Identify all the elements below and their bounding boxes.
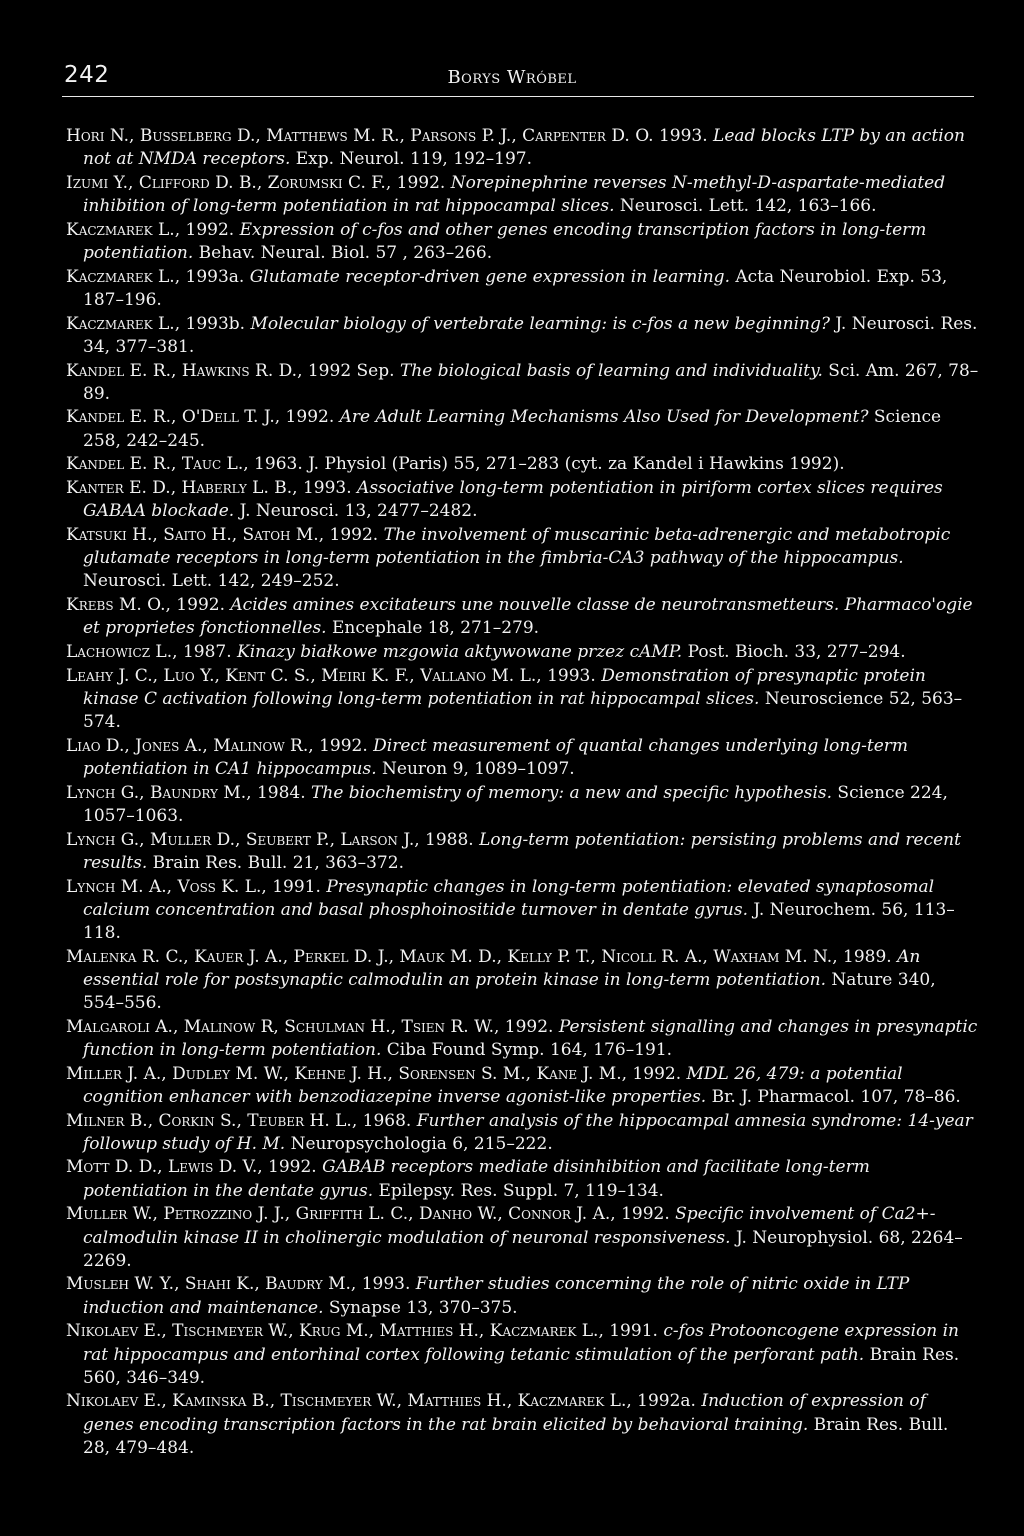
reference-authors: Nikolaev E., Kaminska B., Tischmeyer W., Matthies H., Kaczmarek L. <box>66 1391 627 1412</box>
reference-title: Kinazy białkowe mzgowia aktywowane przez cAMP. <box>237 641 683 662</box>
reference-year: , 1987. <box>172 641 238 662</box>
reference-year: , 1992. <box>165 595 231 616</box>
reference-entry <box>66 876 980 946</box>
reference-authors: Krebs M. O. <box>66 595 166 616</box>
reference-title: Norepinephrine reverses N-methyl-D-aspartate-mediated inhibition of long-term potentiation in rat hippocampal slices. <box>83 172 946 217</box>
reference-authors: Kaczmarek L. <box>66 313 175 334</box>
reference-authors: Malgaroli A., Malinow R, Schulman H., Tsien R. W. <box>66 1016 494 1037</box>
reference-year: , 1993b. <box>174 313 251 334</box>
reference-title: Demonstration of presynaptic protein kinase C activation following long-term potentiation in rat hippocampal slices. <box>83 665 926 709</box>
reference-entry <box>66 313 980 359</box>
reference-entry <box>66 524 980 594</box>
reference-title: Presynaptic changes in long-term potentiation: elevated synaptosomal calcium concentration and basal phosphoinositide turnover in dentate gyrus. <box>83 876 935 920</box>
reference-source: Neuron 9, 1089–1097. <box>376 758 575 779</box>
reference-source: J. Physiol (Paris) 55, 271–283 (cyt. za Kandel i Hawkins 1992). <box>308 454 845 475</box>
reference-authors: Muller W., Petrozzino J. J., Griffith L. C., Danho W., Connor J. A. <box>66 1204 611 1225</box>
reference-authors: Kaczmarek L. <box>66 219 175 240</box>
reference-year: , 1992. <box>318 524 384 545</box>
reference-title: Glutamate receptor-driven gene expression in learning. <box>249 266 730 287</box>
reference-list <box>66 125 980 1461</box>
reference-entry <box>66 1063 980 1109</box>
reference-year: , 1991. <box>261 876 327 897</box>
reference-title: Induction of expression of genes encoding transcription factors in the rat brain elicited by behavioral training. <box>83 1391 926 1435</box>
reference-authors: Liao D., Jones A., Malinow R. <box>66 735 309 756</box>
reference-year: , 1992. <box>274 407 340 428</box>
reference-authors: Lynch G., Muller D., Seubert P., Larson J. <box>66 829 415 850</box>
reference-entry <box>66 782 980 828</box>
reference-entry <box>66 1203 980 1273</box>
reference-authors: Nikolaev E., Tischmeyer W., Krug M., Matthies H., Kaczmarek L. <box>66 1321 599 1342</box>
reference-source: Neurosci. Lett. 142, 249–252. <box>83 571 340 592</box>
reference-source: Behav. Neural. Biol. 57 , 263–266. <box>193 243 493 264</box>
reference-title: MDL 26, 479: a potential cognition enhancer with benzodiazepine inverse agonist-like properties. <box>83 1063 903 1107</box>
reference-source: J. Neurosci. Res. 34, 377–381. <box>83 313 978 357</box>
running-head-author: Borys Wróbel <box>447 67 577 88</box>
reference-year: 1993. <box>653 126 714 146</box>
reference-title: Are Adult Learning Mechanisms Also Used for Development? <box>339 407 869 428</box>
reference-authors: Mott D. D., Lewis D. V. <box>66 1157 258 1178</box>
reference-title: The involvement of muscarinic beta-adrenergic and metabotropic glutamate receptors in long-term potentiation in the fimbria-CA3 pathway of the hippocampus. <box>83 524 951 569</box>
reference-entry <box>66 360 980 406</box>
reference-source: Neurosci. Lett. 142, 163–166. <box>614 196 877 217</box>
reference-year: , 1988. <box>414 829 480 850</box>
reference-title: The biological basis of learning and individuality. <box>399 360 823 381</box>
reference-entry <box>66 735 980 781</box>
reference-title: Acides amines excitateurs une nouvelle classe de neurotransmetteurs. Pharmaco'ogie et proprietes fonctionnelles. <box>83 595 973 639</box>
reference-entry <box>66 1273 980 1319</box>
reference-authors: Hori N., Busselberg D., Matthews M. R., Parsons P. J., Carpenter D. O. <box>66 126 654 146</box>
reference-year: , 1992a. <box>626 1391 702 1412</box>
reference-year: , 1968. <box>351 1110 417 1131</box>
reference-authors: Izumi Y., Clifford D. B., Zorumski C. F. <box>66 172 386 193</box>
reference-source: Brain Res. Bull. 21, 363–372. <box>147 852 404 873</box>
reference-year: , 1993. <box>350 1274 416 1295</box>
reference-source: Neuroscience 52, 563–574. <box>83 688 963 733</box>
reference-entry <box>66 1320 980 1390</box>
reference-authors: Malenka R. C., Kauer J. A., Perkel D. J., Mauk M. D., Kelly P. T., Nicoll R. A., Waxham M. N. <box>66 946 833 967</box>
reference-entry <box>66 219 980 265</box>
reference-year: , 1992. <box>621 1063 687 1084</box>
reference-authors: Musleh W. Y., Shahi K., Baudry M. <box>66 1274 351 1295</box>
reference-source: Brain Res. 560, 346–349. <box>83 1344 960 1388</box>
reference-title: Specific involvement of Ca2+-calmodulin kinase II in cholinergic modulation of neuronal responsiveness. <box>83 1204 936 1248</box>
reference-authors: Kandel E. R., Hawkins R. D. <box>66 360 298 381</box>
reference-year: , 1992. <box>308 735 374 756</box>
reference-year: , 1992 Sep. <box>297 360 400 381</box>
reference-year: , 1963. <box>243 454 309 475</box>
reference-authors: Kandel E. R., O'Dell T. J. <box>66 407 275 428</box>
reference-entry <box>66 641 980 664</box>
reference-source: J. Neurochem. 56, 113–118. <box>83 899 955 943</box>
reference-year: , 1993a. <box>174 266 250 287</box>
reference-source: Science 224, 1057–1063. <box>83 782 948 826</box>
header-rule <box>62 96 974 97</box>
page-number: 242 <box>64 62 110 88</box>
reference-authors: Milner B., Corkin S., Teuber H. L. <box>66 1110 352 1131</box>
reference-authors: Lachowicz L. <box>66 641 173 662</box>
reference-title: c-fos Protooncogene expression in rat hippocampus and entorhinal cortex following tetanic stimulation of the perforant path. <box>83 1321 959 1365</box>
reference-source: Nature 340, 554–556. <box>83 969 936 1014</box>
reference-source: Science 258, 242–245. <box>83 407 942 451</box>
reference-authors: Kaczmarek L. <box>66 266 175 287</box>
reference-authors: Miller J. A., Dudley M. W., Kehne J. H., Sorensen S. M., Kane J. M. <box>66 1063 622 1084</box>
reference-source: Synapse 13, 370–375. <box>323 1297 518 1318</box>
reference-year: , 1992. <box>385 172 451 193</box>
reference-entry <box>66 406 980 452</box>
reference-year: , 1989. <box>832 946 898 967</box>
reference-source: Post. Bioch. 33, 277–294. <box>682 641 906 662</box>
reference-source: Ciba Found Symp. 164, 176–191. <box>381 1039 673 1060</box>
reference-title: Further studies concerning the role of nitric oxide in LTP induction and maintenance. <box>83 1274 910 1318</box>
reference-entry <box>66 477 980 523</box>
reference-year: , 1992. <box>493 1016 559 1037</box>
reference-entry <box>66 125 980 171</box>
reference-authors: Lynch G., Baundry M. <box>66 782 247 803</box>
reference-year: , 1992. <box>174 219 240 240</box>
reference-title: Expression of c-fos and other genes encoding transcription factors in long-term potentiation. <box>83 219 927 264</box>
reference-source: Encephale 18, 271–279. <box>326 618 540 639</box>
reference-year: , 1993. <box>292 478 358 499</box>
reference-title: The biochemistry of memory: a new and specific hypothesis. <box>311 782 833 803</box>
reference-year: , 1992. <box>257 1157 323 1178</box>
reference-authors: Kandel E. R., Tauc L. <box>66 454 244 475</box>
reference-title: Further analysis of the hippocampal amnesia syndrome: 14-year followup study of H. M. <box>83 1110 973 1154</box>
reference-source: J. Neurophysiol. 68, 2264–2269. <box>83 1227 963 1271</box>
reference-title: Lead blocks LTP by an action not at NMDA receptors. <box>83 126 965 170</box>
reference-title: Long-term potentiation: persisting problems and recent results. <box>83 829 961 873</box>
reference-source: Neuropsychologia 6, 215–222. <box>285 1133 553 1154</box>
reference-source: Br. J. Pharmacol. 107, 78–86. <box>706 1086 961 1107</box>
reference-title: Direct measurement of quantal changes underlying long-term potentiation in CA1 hippocampus. <box>83 735 909 779</box>
reference-title: GABAB receptors mediate disinhibition and facilitate long-term potentiation in the dentate gyrus. <box>83 1157 870 1201</box>
reference-source: Exp. Neurol. 119, 192–197. <box>290 149 532 170</box>
reference-title: An essential role for postsynaptic calmodulin an protein kinase in long-term potentiation. <box>83 946 921 990</box>
reference-entry <box>66 665 980 735</box>
reference-year: , 1984. <box>246 782 312 803</box>
reference-authors: Lynch M. A., Voss K. L. <box>66 876 262 897</box>
reference-entry <box>66 1016 980 1062</box>
reference-entry <box>66 594 980 640</box>
reference-source: Sci. Am. 267, 78–89. <box>83 360 979 404</box>
reference-title: Persistent signalling and changes in presynaptic function in long-term potentiation. <box>83 1016 978 1060</box>
reference-entry <box>66 946 980 1016</box>
reference-authors: Leahy J. C., Luo Y., Kent C. S., Meiri K. F., Vallano M. L. <box>66 665 537 686</box>
reference-entry <box>66 1156 980 1202</box>
reference-title: Molecular biology of vertebrate learning: is c-fos a new beginning? <box>250 313 830 334</box>
reference-entry <box>66 266 980 312</box>
reference-title: Associative long-term potentiation in piriform cortex slices requires GABAA blockade. <box>83 478 943 522</box>
reference-source: J. Neurosci. 13, 2477–2482. <box>234 501 478 522</box>
reference-entry <box>66 453 980 476</box>
reference-year: , 1992. <box>610 1204 676 1225</box>
reference-authors: Katsuki H., Saito H., Satoh M. <box>66 524 319 545</box>
reference-source: Brain Res. Bull. 28, 479–484. <box>83 1414 949 1458</box>
reference-authors: Kanter E. D., Haberly L. B. <box>66 478 293 499</box>
reference-entry <box>66 829 980 875</box>
reference-entry <box>66 1110 980 1156</box>
reference-source: Acta Neurobiol. Exp. 53, 187–196. <box>83 266 948 310</box>
reference-year: , 1991. <box>598 1321 664 1342</box>
reference-entry <box>66 172 980 218</box>
reference-entry <box>66 1390 980 1460</box>
reference-year: , 1993. <box>536 665 602 686</box>
reference-source: Epilepsy. Res. Suppl. 7, 119–134. <box>373 1180 664 1201</box>
